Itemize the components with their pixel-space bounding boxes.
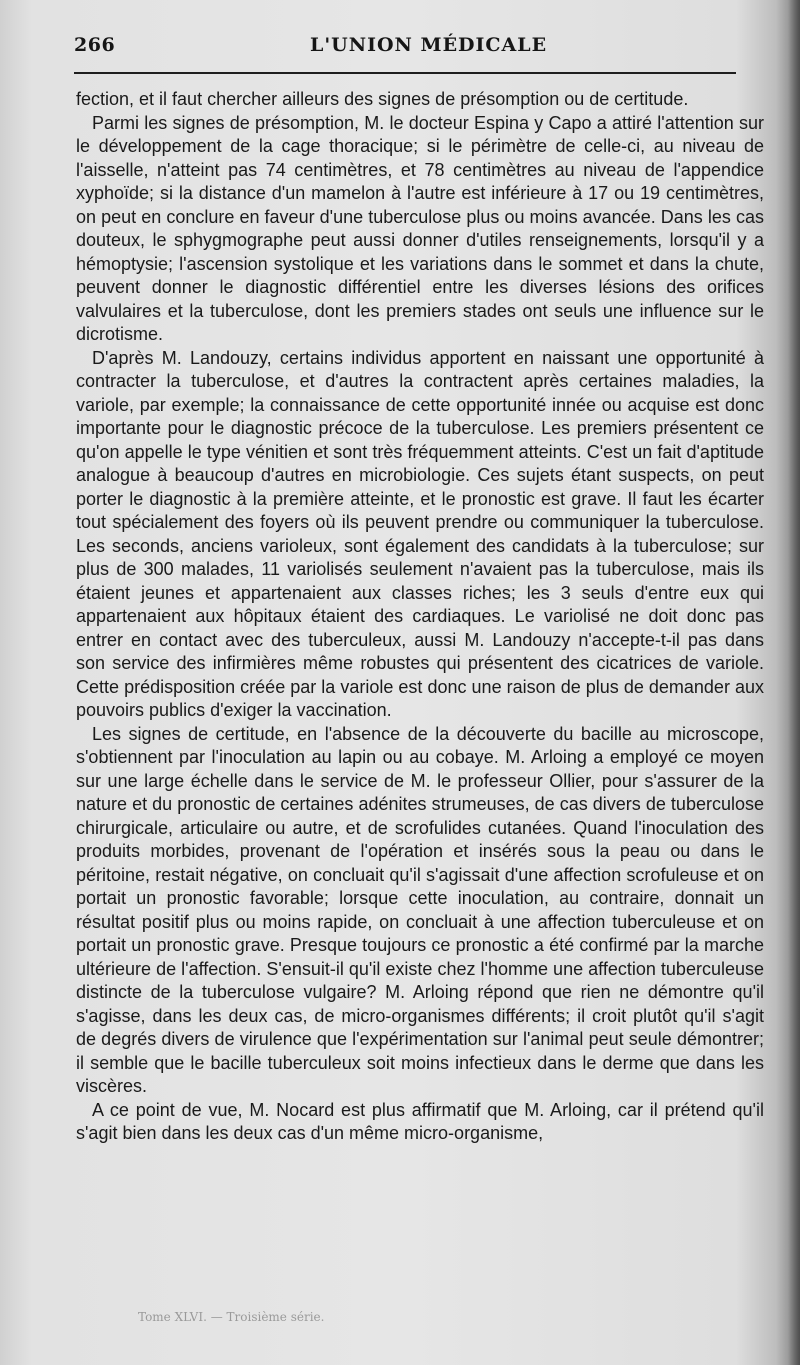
paragraph-certitude: Les signes de certitude, en l'absence de la découverte du bacille au microscope, s'obtiennent par l'inoculation au lapin ou au cobaye. M. Arloing a employé ce moyen sur une large échelle dans le service de M. le professeur Ollier, pour s'assurer de la nature et du pronostic de certaines adénites strumeuses, de cas divers de tuberculose chirurgicale, articulaire ou autre, et de scrofulides cutanées. Quand l'inoculation des produits morbides, provenant de l'opération et insérés sous la peau ou dans le péritoine, restait négative, on concluait qu'il s'agissait d'une affection scrofuleuse et on portait un pronostic favorable; lorsque cette inoculation, au contraire, donnait un résultat positif plus ou moins rapide, on concluait à une affection tuberculeuse et on portait un pronostic grave. Presque toujours ce pronostic a été confirmé par la marche ultérieure de l'affection. S'ensuit-il qu'il existe chez l'homme une affection tuberculeuse distincte de la tuberculose vulgaire? M. Arloing répond que rien ne démontre qu'il s'agisse, dans les deux cas, de micro-organismes différents; il croit plutôt qu'il s'agit de degrés divers de virulence que l'expérimentation sur l'animal peut seule démontrer; il semble que le bacille tuberculeux soit moins infectieux dans le derme que dans les viscères. (76, 723, 764, 1096)
header-rule (74, 72, 736, 74)
body-text (76, 88, 764, 1146)
paragraph-presomption: Parmi les signes de présomption, M. le docteur Espina y Capo a attiré l'attention sur le développement de la cage thoracique; si le périmètre de celle-ci, au niveau de l'aisselle, n'atteint pas 74 centimètres, et 78 centimètres au niveau de l'appendice xyphoïde; si la distance d'un mamelon à l'autre est inférieure à 17 ou 19 centimètres, on peut en conclure en faveur d'une tuberculose plus ou moins avancée. Dans les cas douteux, le sphygmographe peut aussi donner d'utiles renseignements, lorsqu'il y a hémoptysie; l'ascension systolique et les variations dans le sommet et dans la chute, peuvent donner le diagnostic différentiel entre les diverses lésions des orifices valvulaires et la tuberculose, dont les premiers stades ont seuls une influence sur le dicrotisme. (76, 112, 764, 344)
paragraph-landouzy: D'après M. Landouzy, certains individus apportent en naissant une opportunité à contracter la tuberculose, et d'autres la contractent après certaines maladies, la variole, par exemple; la connaissance de cette opportunité innée ou acquise est donc importante pour le diagnostic précoce de la tuberculose. Les premiers présentent ce qu'on appelle le type vénitien et sont très fréquemment atteints. C'est un fait d'aptitude analogue à beaucoup d'autres en microbiologie. Ces sujets étant suspects, on peut porter le diagnostic à la première atteinte, et le pronostic est grave. Il faut les écarter tout spécialement des foyers où ils peuvent prendre ou communiquer la tuberculose. Les seconds, anciens varioleux, sont également des candidats à la tuberculose; sur plus de 300 malades, 11 variolisés seulement n'avaient pas la tuberculose, mais ils étaient jeunes et appartenaient aux classes riches; les 3 seuls d'entre eux qui appartenaient aux hôpitaux étaient des cardiaques. Le variolisé ne doit donc pas entrer en contact avec des tuberculeux, aussi M. Landouzy n'accepte-t-il pas dans son service des infirmières même robustes qui présentent des cicatrices de variole. Cette prédisposition créée par la variole est donc une raison de plus de demander aux pouvoirs publics d'exiger la vaccination. (76, 347, 764, 720)
page-number: 266 (74, 34, 116, 56)
page-spine-shadow (788, 0, 800, 1365)
running-title: L'UNION MÉDICALE (310, 34, 548, 56)
paragraph-nocard: A ce point de vue, M. Nocard est plus affirmatif que M. Arloing, car il prétend qu'il s'agit bien dans les deux cas d'un même micro-organisme, (76, 1099, 764, 1143)
paragraph-continuation: fection, et il faut chercher ailleurs des signes de présomption ou de certitude. (76, 89, 689, 109)
page-header (74, 34, 754, 64)
page-footer-signature: Tome XLVI. — Troisième série. (138, 1310, 325, 1324)
